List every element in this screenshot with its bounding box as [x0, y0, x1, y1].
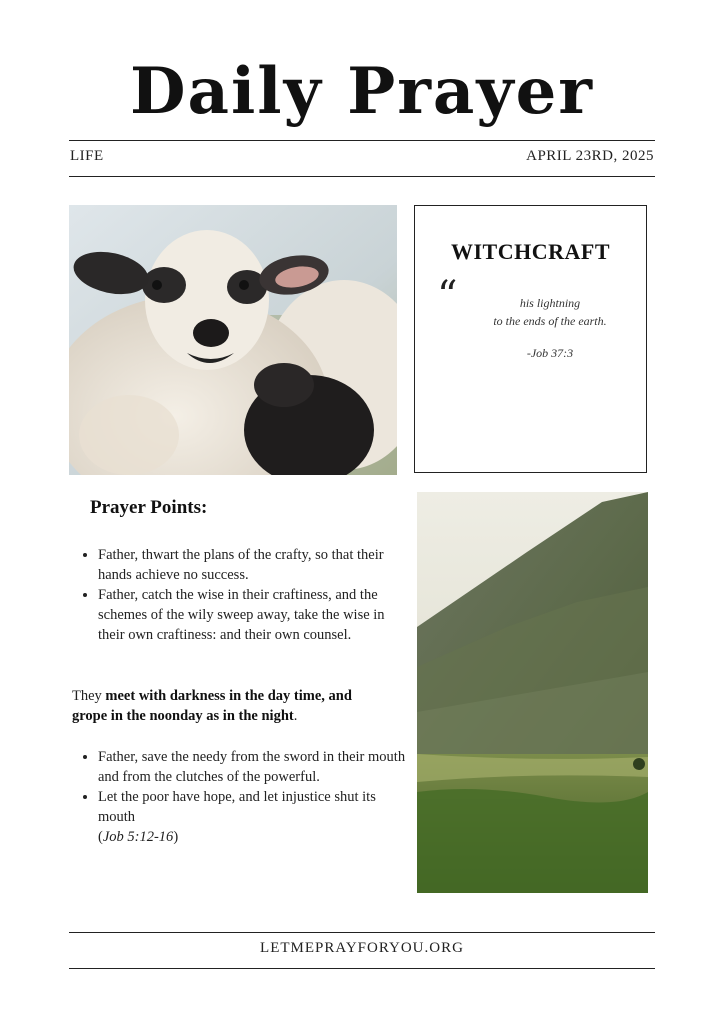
list-item: • Father, thwart the plans of the crafty, so that their hands achieve no success. — [98, 545, 408, 585]
mountain-illustration — [417, 492, 648, 893]
quote-text — [475, 294, 625, 330]
sheep-illustration — [69, 205, 397, 475]
section-label: LIFE — [70, 148, 104, 164]
quote-reference: -Job 37:3 — [526, 346, 574, 360]
prayer-list-2 — [70, 747, 408, 847]
list-item-text: Let the poor have hope, and let injustice shut its mouth — [98, 789, 376, 825]
scripture-reference — [98, 827, 408, 847]
footer-bottom-rule — [69, 968, 655, 969]
prayer-points-heading: Prayer Points: — [90, 497, 208, 518]
list-item: • Father, catch the wise in their craftiness, and the schemes of the wily sweep away, take the wise in their own craftiness: and their own counsel. — [98, 585, 408, 645]
header-bottom-rule — [69, 176, 655, 177]
list-item — [98, 747, 408, 787]
paragraph-lead: They — [72, 688, 106, 704]
list-item-text: Father, save the needy from the sword in their mouth and from the clutches of the powerful. — [98, 749, 406, 785]
quote-mark-icon: “ — [437, 273, 458, 319]
list-item — [98, 787, 408, 847]
quote-line-1: his lightning — [519, 296, 581, 310]
reference-text: Job 5:12-16 — [102, 829, 174, 845]
sheep-photo — [69, 205, 397, 475]
paragraph-end: . — [293, 708, 298, 724]
date-label: APRIL 23RD, 2025 — [526, 148, 654, 164]
quote-box — [414, 205, 647, 473]
reference-close: ) — [173, 829, 179, 845]
mountain-photo — [417, 492, 648, 893]
footer-top-rule — [69, 932, 655, 933]
quote-line-2: to the ends of the earth. — [493, 314, 607, 328]
page-title: Daily Prayer — [130, 54, 594, 129]
reference-open: ( — [98, 829, 103, 845]
footer-url: LETMEPRAYFORYOU.ORG — [260, 940, 464, 956]
quote-heading: WITCHCRAFT — [450, 239, 610, 264]
paragraph-bold: meet with darkness in the day time, and grope in the noonday as in the night — [72, 688, 352, 724]
scripture-paragraph — [72, 686, 372, 726]
prayer-list-1 — [70, 545, 408, 645]
header-top-rule — [69, 140, 655, 141]
